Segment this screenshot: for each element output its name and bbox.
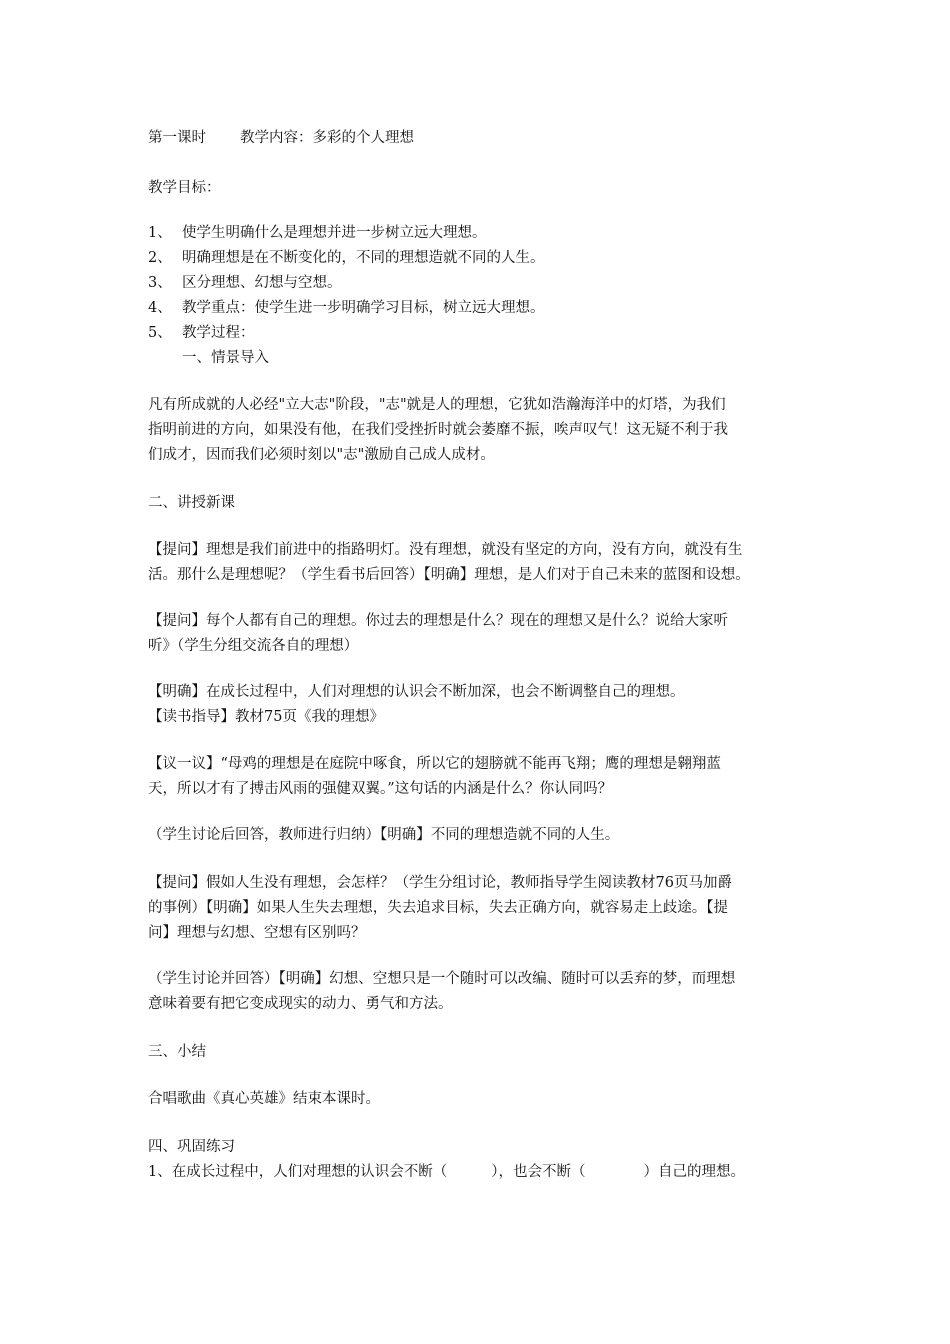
paragraph-line: 【提问】理想是我们前进中的指路明灯。没有理想，就没有坚定的方向，没有方向，就没有生 <box>148 542 743 558</box>
paragraph-line: 【议一议】“母鸡的理想是在庭院中啄食，所以它的翅膀就不能再飞翔；鹰的理想是翱翔蓝 <box>148 756 721 772</box>
section1-line: 们成才，因而我们必须时刻以"志"激励自己成人成材。 <box>148 447 495 463</box>
paragraph-line: 【提问】假如人生没有理想，会怎样？（学生分组讨论，教师指导学生阅读教材76页马加爵 <box>148 875 732 891</box>
lesson-number: 第一课时 <box>148 130 206 146</box>
paragraph-line: 【读书指导】教材75页《我的理想》 <box>148 709 384 725</box>
goal-number: 2、 <box>148 250 172 266</box>
goal-text: 教学过程： <box>182 325 255 341</box>
lesson-header <box>148 126 818 151</box>
section2-title: 二、讲授新课 <box>148 495 235 511</box>
goal-item <box>148 246 818 271</box>
goal-item <box>148 271 818 296</box>
goals-title: 教学目标： <box>148 180 221 196</box>
exercise-question <box>148 1160 818 1185</box>
section1-line: 指明前进的方向，如果没有他，在我们受挫折时就会萎靡不振，唉声叹气！这无疑不利于我 <box>148 422 728 438</box>
paragraph-line: 【提问】每个人都有自己的理想。你过去的理想是什么？现在的理想又是什么？说给大家听 <box>148 613 728 629</box>
goal-text: 教学重点：使学生进一步明确学习目标，树立远大理想。 <box>182 300 545 316</box>
paragraph-line: 【明确】在成长过程中，人们对理想的认识会不断加深，也会不断调整自己的理想。 <box>148 684 685 700</box>
goal-number: 5、 <box>148 325 172 341</box>
section3-text: 合唱歌曲《真心英雄》结束本课时。 <box>148 1091 380 1107</box>
question-part: ）自己的理想。 <box>643 1164 745 1180</box>
question-part: 1、在成长过程中，人们对理想的认识会不断（ <box>148 1164 448 1180</box>
section3-title: 三、小结 <box>148 1044 206 1060</box>
goal-number: 1、 <box>148 225 172 241</box>
goal-item <box>148 221 818 246</box>
paragraph-line: 的事例）【明确】如果人生失去理想，失去追求目标，失去正确方向，就容易走上歧途。【提 <box>148 900 728 916</box>
paragraph-line: 天，所以才有了搏击风雨的强健双翼。”这句话的内涵是什么？你认同吗？ <box>148 781 613 797</box>
question-part: ），也会不断（ <box>491 1164 586 1180</box>
goal-number: 4、 <box>148 300 172 316</box>
lesson-content: 教学内容：多彩的个人理想 <box>240 130 414 146</box>
goal-text: 明确理想是在不断变化的，不同的理想造就不同的人生。 <box>182 250 545 266</box>
paragraph-line: 听》（学生分组交流各自的理想） <box>148 638 359 654</box>
section1-title: 一、情景导入 <box>182 350 269 366</box>
section4-title: 四、巩固练习 <box>148 1139 235 1155</box>
goal-item <box>148 321 818 346</box>
goal-number: 3、 <box>148 275 172 291</box>
paragraph-line: （学生讨论后回答，教师进行归纳）【明确】不同的理想造就不同的人生。 <box>148 827 620 843</box>
goal-text: 使学生明确什么是理想并进一步树立远大理想。 <box>182 225 487 241</box>
section1-line: 凡有所成就的人必经"立大志"阶段，"志"就是人的理想，它犹如浩瀚海洋中的灯塔，为我们 <box>148 397 726 413</box>
goal-item <box>148 296 818 321</box>
goal-text: 区分理想、幻想与空想。 <box>182 275 342 291</box>
paragraph-line: 活。那什么是理想呢？（学生看书后回答）【明确】理想，是人们对于自己未来的蓝图和设想。 <box>148 567 750 583</box>
paragraph-line: 问】理想与幻想、空想有区别吗？ <box>148 925 366 941</box>
paragraph-line: （学生讨论并回答）【明确】幻想、空想只是一个随时可以改编、随时可以丢弃的梦，而理想 <box>148 971 736 987</box>
paragraph-line: 意味着要有把它变成现实的动力、勇气和方法。 <box>148 996 453 1012</box>
